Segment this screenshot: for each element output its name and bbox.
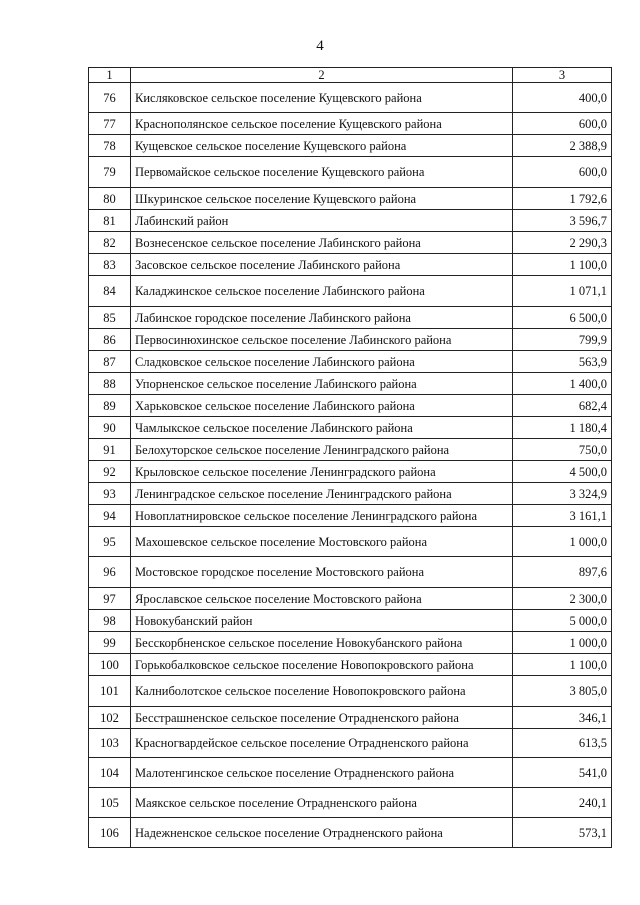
row-name: Новоплатнировское сельское поселение Ленинградского района — [131, 505, 513, 527]
table-row — [89, 557, 612, 588]
row-number: 87 — [89, 351, 131, 373]
row-value: 240,1 — [513, 788, 612, 818]
table-row — [89, 329, 612, 351]
row-value: 613,5 — [513, 729, 612, 758]
row-name: Маякское сельское поселение Отрадненского района — [131, 788, 513, 818]
budget-table — [88, 67, 612, 848]
row-name: Малотенгинское сельское поселение Отрадненского района — [131, 758, 513, 788]
row-value: 897,6 — [513, 557, 612, 588]
table-row — [89, 729, 612, 758]
row-value: 1 000,0 — [513, 527, 612, 557]
row-number: 89 — [89, 395, 131, 417]
row-number: 94 — [89, 505, 131, 527]
row-name: Крыловское сельское поселение Ленинградского района — [131, 461, 513, 483]
row-number: 97 — [89, 588, 131, 610]
row-name: Чамлыкское сельское поселение Лабинского района — [131, 417, 513, 439]
row-value: 1 000,0 — [513, 632, 612, 654]
row-name: Мостовское городское поселение Мостовского района — [131, 557, 513, 588]
row-value: 1 792,6 — [513, 188, 612, 210]
table-row — [89, 276, 612, 307]
table-row — [89, 818, 612, 848]
row-number: 99 — [89, 632, 131, 654]
row-name: Бесскорбненское сельское поселение Новокубанского района — [131, 632, 513, 654]
row-number: 85 — [89, 307, 131, 329]
row-number: 78 — [89, 135, 131, 157]
row-name: Ярославское сельское поселение Мостовского района — [131, 588, 513, 610]
row-name: Шкуринское сельское поселение Кущевского района — [131, 188, 513, 210]
table-row — [89, 676, 612, 707]
table-row — [89, 588, 612, 610]
row-number: 101 — [89, 676, 131, 707]
table-row — [89, 83, 612, 113]
row-number: 105 — [89, 788, 131, 818]
row-value: 1 400,0 — [513, 373, 612, 395]
row-value: 3 324,9 — [513, 483, 612, 505]
row-name: Лабинский район — [131, 210, 513, 232]
table-row — [89, 483, 612, 505]
row-number: 103 — [89, 729, 131, 758]
row-number: 81 — [89, 210, 131, 232]
table-header-row — [89, 68, 612, 83]
table-row — [89, 373, 612, 395]
row-value: 3 161,1 — [513, 505, 612, 527]
row-number: 100 — [89, 654, 131, 676]
row-name: Надежненское сельское поселение Отрадненского района — [131, 818, 513, 848]
row-number: 80 — [89, 188, 131, 210]
table-row — [89, 527, 612, 557]
row-value: 2 388,9 — [513, 135, 612, 157]
row-name: Каладжинское сельское поселение Лабинского района — [131, 276, 513, 307]
table-row — [89, 188, 612, 210]
row-number: 76 — [89, 83, 131, 113]
page-number: 4 — [316, 38, 324, 54]
row-number: 93 — [89, 483, 131, 505]
row-name: Кущевское сельское поселение Кущевского района — [131, 135, 513, 157]
table-row — [89, 505, 612, 527]
table-row — [89, 461, 612, 483]
row-value: 600,0 — [513, 113, 612, 135]
table-row — [89, 610, 612, 632]
table-row — [89, 113, 612, 135]
row-name: Новокубанский район — [131, 610, 513, 632]
row-value: 1 100,0 — [513, 654, 612, 676]
row-name: Лабинское городское поселение Лабинского района — [131, 307, 513, 329]
table-row — [89, 654, 612, 676]
table-row — [89, 210, 612, 232]
row-number: 102 — [89, 707, 131, 729]
row-value: 5 000,0 — [513, 610, 612, 632]
row-number: 104 — [89, 758, 131, 788]
row-number: 86 — [89, 329, 131, 351]
row-value: 600,0 — [513, 157, 612, 188]
table-row — [89, 135, 612, 157]
row-number: 83 — [89, 254, 131, 276]
row-value: 682,4 — [513, 395, 612, 417]
row-value: 799,9 — [513, 329, 612, 351]
row-name: Бесстрашненское сельское поселение Отрадненского района — [131, 707, 513, 729]
table-row — [89, 157, 612, 188]
row-name: Харьковское сельское поселение Лабинского района — [131, 395, 513, 417]
row-value: 573,1 — [513, 818, 612, 848]
row-name: Махошевское сельское поселение Мостовского района — [131, 527, 513, 557]
row-name: Ленинградское сельское поселение Ленинградского района — [131, 483, 513, 505]
row-number: 91 — [89, 439, 131, 461]
row-name: Красногвардейское сельское поселение Отрадненского района — [131, 729, 513, 758]
row-name: Краснополянское сельское поселение Кущевского района — [131, 113, 513, 135]
row-number: 84 — [89, 276, 131, 307]
row-value: 541,0 — [513, 758, 612, 788]
row-number: 79 — [89, 157, 131, 188]
row-value: 1 071,1 — [513, 276, 612, 307]
row-value: 400,0 — [513, 83, 612, 113]
table-row — [89, 232, 612, 254]
row-value: 3 596,7 — [513, 210, 612, 232]
row-value: 6 500,0 — [513, 307, 612, 329]
row-number: 88 — [89, 373, 131, 395]
row-name: Вознесенское сельское поселение Лабинского района — [131, 232, 513, 254]
row-value: 3 805,0 — [513, 676, 612, 707]
row-value: 1 100,0 — [513, 254, 612, 276]
row-name: Первосинюхинское сельское поселение Лабинского района — [131, 329, 513, 351]
row-value: 750,0 — [513, 439, 612, 461]
row-name: Первомайское сельское поселение Кущевского района — [131, 157, 513, 188]
row-number: 92 — [89, 461, 131, 483]
row-number: 95 — [89, 527, 131, 557]
row-number: 106 — [89, 818, 131, 848]
row-number: 77 — [89, 113, 131, 135]
row-name: Засовское сельское поселение Лабинского района — [131, 254, 513, 276]
column-header-name: 2 — [131, 68, 513, 83]
table-row — [89, 254, 612, 276]
row-name: Калниболотское сельское поселение Новопокровского района — [131, 676, 513, 707]
row-name: Белохуторское сельское поселение Ленинградского района — [131, 439, 513, 461]
table-row — [89, 395, 612, 417]
row-value: 346,1 — [513, 707, 612, 729]
table-row — [89, 417, 612, 439]
row-value: 4 500,0 — [513, 461, 612, 483]
table-row — [89, 632, 612, 654]
row-number: 82 — [89, 232, 131, 254]
row-value: 1 180,4 — [513, 417, 612, 439]
row-value: 563,9 — [513, 351, 612, 373]
row-name: Горькобалковское сельское поселение Новопокровского района — [131, 654, 513, 676]
row-number: 96 — [89, 557, 131, 588]
table-row — [89, 439, 612, 461]
row-value: 2 290,3 — [513, 232, 612, 254]
row-name: Упорненское сельское поселение Лабинского района — [131, 373, 513, 395]
column-header-number: 1 — [89, 68, 131, 83]
row-value: 2 300,0 — [513, 588, 612, 610]
column-header-value: 3 — [513, 68, 612, 83]
row-name: Кисляковское сельское поселение Кущевского района — [131, 83, 513, 113]
table-row — [89, 788, 612, 818]
row-number: 98 — [89, 610, 131, 632]
table-row — [89, 307, 612, 329]
table-row — [89, 707, 612, 729]
table-row — [89, 758, 612, 788]
row-number: 90 — [89, 417, 131, 439]
table-row — [89, 351, 612, 373]
row-name: Сладковское сельское поселение Лабинского района — [131, 351, 513, 373]
